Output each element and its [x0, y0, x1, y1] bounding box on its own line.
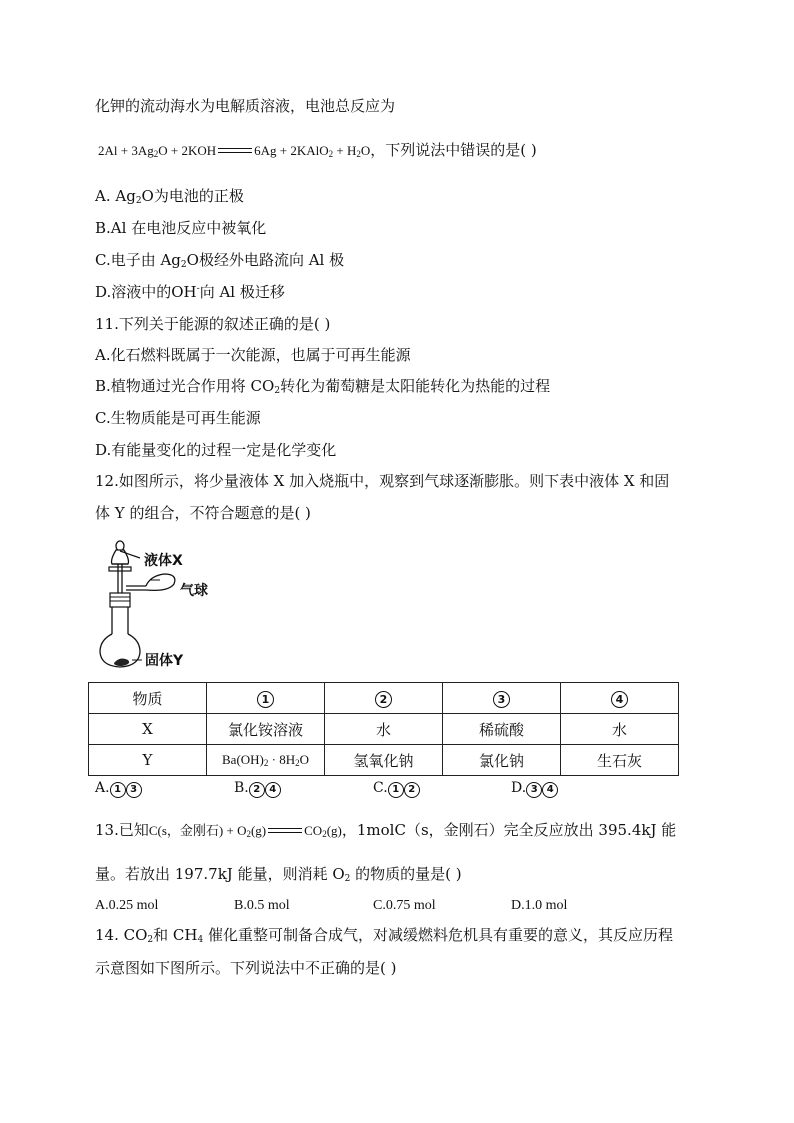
q11-option-a: A.化石燃料既属于一次能源，也属于可再生能源 — [95, 346, 411, 364]
table-cell: $Ba(OH)_2 \cdot 8H_2O$ — [207, 745, 325, 776]
q13-option-c: C.0.75 mol — [373, 898, 436, 913]
q12-option-a: A. 1 3 — [95, 780, 142, 798]
question-13: 13.已知C(s，金刚石) + $O_2(g)$ $CO_2(g)$，1molC（s，金刚石）完全反应放出 395.4kJ 能 — [95, 821, 677, 839]
option-c: C.电子由 $Ag_2O$极经外电路流向 Al 极 — [95, 251, 345, 270]
equals-sign — [218, 147, 252, 155]
header-col-1: 1 — [207, 683, 325, 714]
header-col-3: 3 — [443, 683, 561, 714]
table-header-row — [89, 683, 679, 714]
label-solid-y: 固体Y — [145, 653, 184, 669]
header-col-2: 2 — [325, 683, 443, 714]
question-14: 14. $CO_2$和 $CH_4$ 催化重整可制备合成气，对减缓燃料危机具有重要的意义，其反应历程 — [95, 926, 673, 945]
option-a: A. $Ag_2O$为电池的正极 — [95, 187, 244, 206]
header-substance: 物质 — [89, 683, 207, 714]
continued-text: 化钾的流动海水为电解质溶液，电池总反应为 — [95, 97, 396, 115]
table-row — [89, 745, 679, 776]
table-cell: 氢氧化钠 — [325, 745, 443, 776]
q11-option-d: D.有能量变化的过程一定是化学变化 — [95, 441, 337, 459]
label-liquid-x: 液体X — [144, 553, 183, 569]
q13-option-b: B.0.5 mol — [234, 898, 290, 913]
question-13-cont: 量。若放出 197.7kJ 能量，则消耗 $O_2$ 的物质的量是( ) — [95, 865, 462, 884]
q13-option-d: D.1.0 mol — [511, 898, 568, 913]
equals-sign — [268, 827, 302, 835]
option-d: D.溶液中的OH-向 Al 极迁移 — [95, 283, 285, 301]
q12-option-d: D. 3 4 — [511, 780, 558, 798]
option-b: B.Al 在电池反应中被氧化 — [95, 219, 267, 237]
table-cell: 生石灰 — [561, 745, 679, 776]
question-14-cont: 示意图如下图所示。下列说法中不正确的是( ) — [95, 959, 397, 977]
q12-option-b: B. 2 4 — [234, 780, 281, 798]
table-row — [89, 714, 679, 745]
q11-option-c: C.生物质能是可再生能源 — [95, 409, 261, 427]
table-cell: 水 — [561, 714, 679, 745]
reaction-equation: $2Al + 3Ag_2O + 2KOH$ 6Ag + 2KAlO$_2$ + $H_2O$，下列说法中错误的是( ) — [98, 141, 537, 159]
q12-option-c: C. 1 2 — [373, 780, 420, 798]
table-cell: 氯化钠 — [443, 745, 561, 776]
reagent-table — [88, 682, 679, 776]
q13-option-a: A.0.25 mol — [95, 898, 159, 913]
row-x-label: X — [89, 714, 207, 745]
table-cell: 稀硫酸 — [443, 714, 561, 745]
q11-option-b: B.植物通过光合作用将 $CO_2$转化为葡萄糖是太阳能转化为热能的过程 — [95, 377, 551, 396]
question-12-cont: 体 Y 的组合，不符合题意的是( ) — [95, 504, 311, 522]
label-balloon: 气球 — [180, 583, 208, 599]
table-cell: 氯化铵溶液 — [207, 714, 325, 745]
header-col-4: 4 — [561, 683, 679, 714]
table-cell: 水 — [325, 714, 443, 745]
question-12: 12.如图所示，将少量液体 X 加入烧瓶中，观察到气球逐渐膨胀。则下表中液体 X 和固 — [95, 472, 670, 490]
row-y-label: Y — [89, 745, 207, 776]
question-11: 11.下列关于能源的叙述正确的是( ) — [95, 315, 331, 333]
